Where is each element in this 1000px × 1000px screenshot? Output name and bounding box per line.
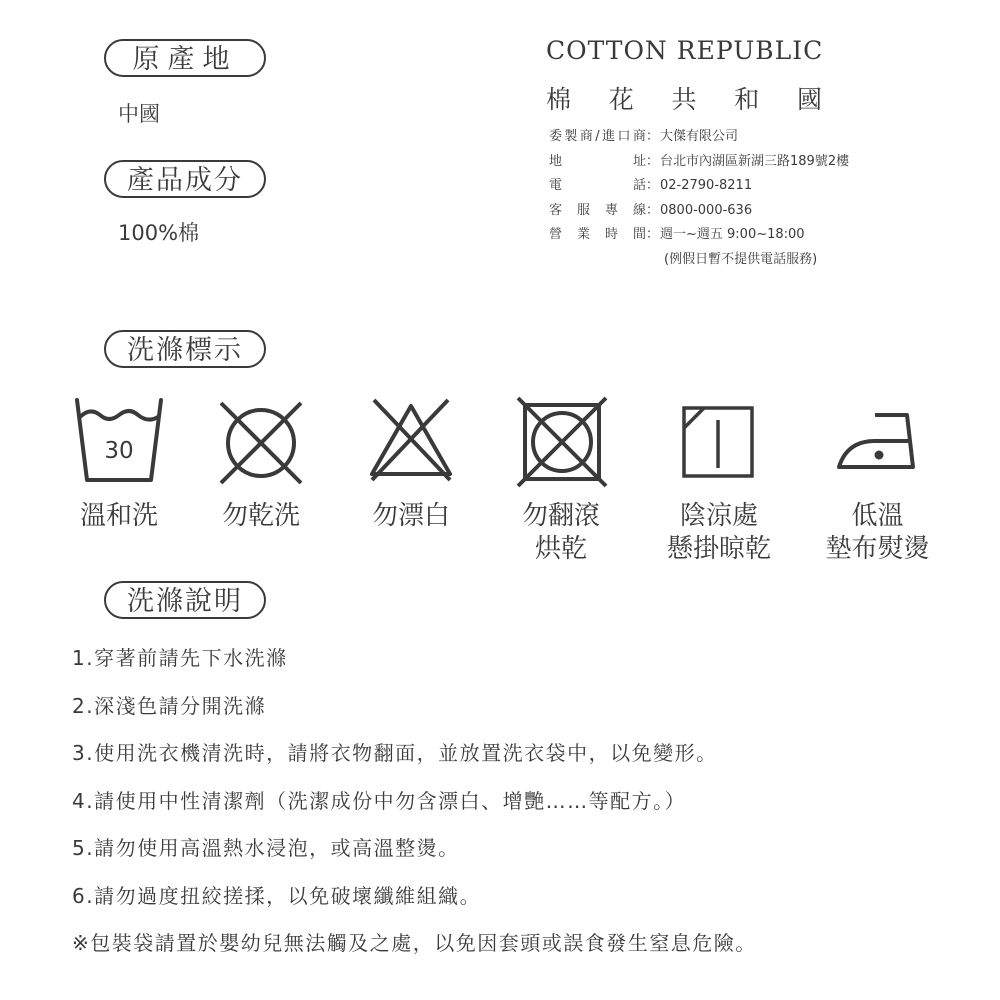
instruction-line: 5.請勿使用高溫熱水浸泡，或高溫整燙。 (72, 836, 460, 860)
info-row-hours: 營 業 時 間 ： 週一~週五 9:00~18:00 (549, 223, 849, 248)
info-label: 營 業 時 間 (549, 227, 646, 242)
info-label: 電 話 (549, 178, 646, 193)
line-dry-shade-icon (682, 406, 754, 478)
care-caption: 勿翻滾 烘乾 (521, 501, 600, 564)
info-value-importer: 大傑有限公司 (660, 129, 739, 144)
info-label: 地 址 (549, 153, 646, 169)
instruction-line: 1.穿著前請先下水洗滌 (72, 646, 288, 670)
no-tumble-dry-icon (216, 398, 306, 488)
instruction-line: 6.請勿過度扭絞搓揉，以免破壞纖維組織。 (72, 883, 482, 908)
company-info (549, 125, 849, 272)
care-caption: 陰涼處 懸掛晾乾 (666, 501, 771, 564)
origin-value: 中國 (118, 102, 160, 126)
care-caption: 勿乾洗 (221, 501, 300, 531)
info-row-hotline: 客 服 專 線 ： 0800-000-636 (549, 199, 849, 224)
instruction-line: 4.請使用中性清潔劑（洗潔成份中勿含漂白、增艷……等配方。） (72, 788, 687, 813)
info-note: (例假日暫不提供電話服務) (664, 251, 818, 267)
brand-name-en: COTTON REPUBLIC (546, 36, 824, 65)
care-caption: 溫和洗 (79, 501, 158, 531)
instructions-title: 洗滌說明 (104, 581, 266, 619)
no-bleach-icon (366, 398, 456, 482)
info-value-hours: 週一~週五 9:00~18:00 (660, 227, 805, 242)
info-row-phone: 電 話 ： 02-2790-8211 (549, 174, 849, 199)
care-label-title: 洗滌標示 (104, 330, 266, 368)
info-row-importer: 委 製 商 / 進 口 商 ： 大傑有限公司 (549, 125, 849, 150)
brand-zh-char: 和 (734, 85, 760, 114)
info-value-hotline: 0800-000-636 (660, 202, 753, 218)
care-caption: 勿漂白 (371, 501, 450, 531)
care-caption: 低溫 墊布熨燙 (825, 501, 930, 564)
brand-zh-char: 國 (796, 85, 822, 114)
iron-low-icon (835, 411, 919, 471)
info-label: 客 服 專 線 (549, 202, 646, 218)
info-value-phone: 02-2790-8211 (660, 178, 753, 193)
info-label: 委 製 商 / 進 口 商 (549, 129, 646, 144)
info-row-address: 地 址 ： 台北市內湖區新湖三路189號2樓 (549, 150, 849, 175)
brand-zh-char: 花 (608, 85, 634, 114)
composition-label: 產品成分 (104, 160, 266, 198)
svg-text:30: 30 (104, 438, 134, 464)
instruction-line: 2.深淺色請分開洗滌 (72, 693, 267, 718)
info-value-address: 台北市內湖區新湖三路189號2樓 (660, 153, 850, 169)
instructions-list (72, 640, 757, 973)
wash-30-icon (74, 396, 164, 486)
brand-zh-char: 共 (671, 85, 697, 114)
instruction-line: 3.使用洗衣機清洗時，請將衣物翻面，並放置洗衣袋中，以免變形。 (72, 741, 718, 765)
brand-zh-char: 棉 (546, 85, 572, 114)
instruction-line: ※包裝袋請置於嬰幼兒無法觸及之處，以免因套頭或誤食發生窒息危險。 (72, 931, 757, 955)
no-tumble-dry-icon (516, 396, 608, 488)
origin-label: 原產地 (104, 39, 266, 77)
composition-value: 100%棉 (118, 221, 200, 245)
brand-name-zh (546, 80, 822, 116)
